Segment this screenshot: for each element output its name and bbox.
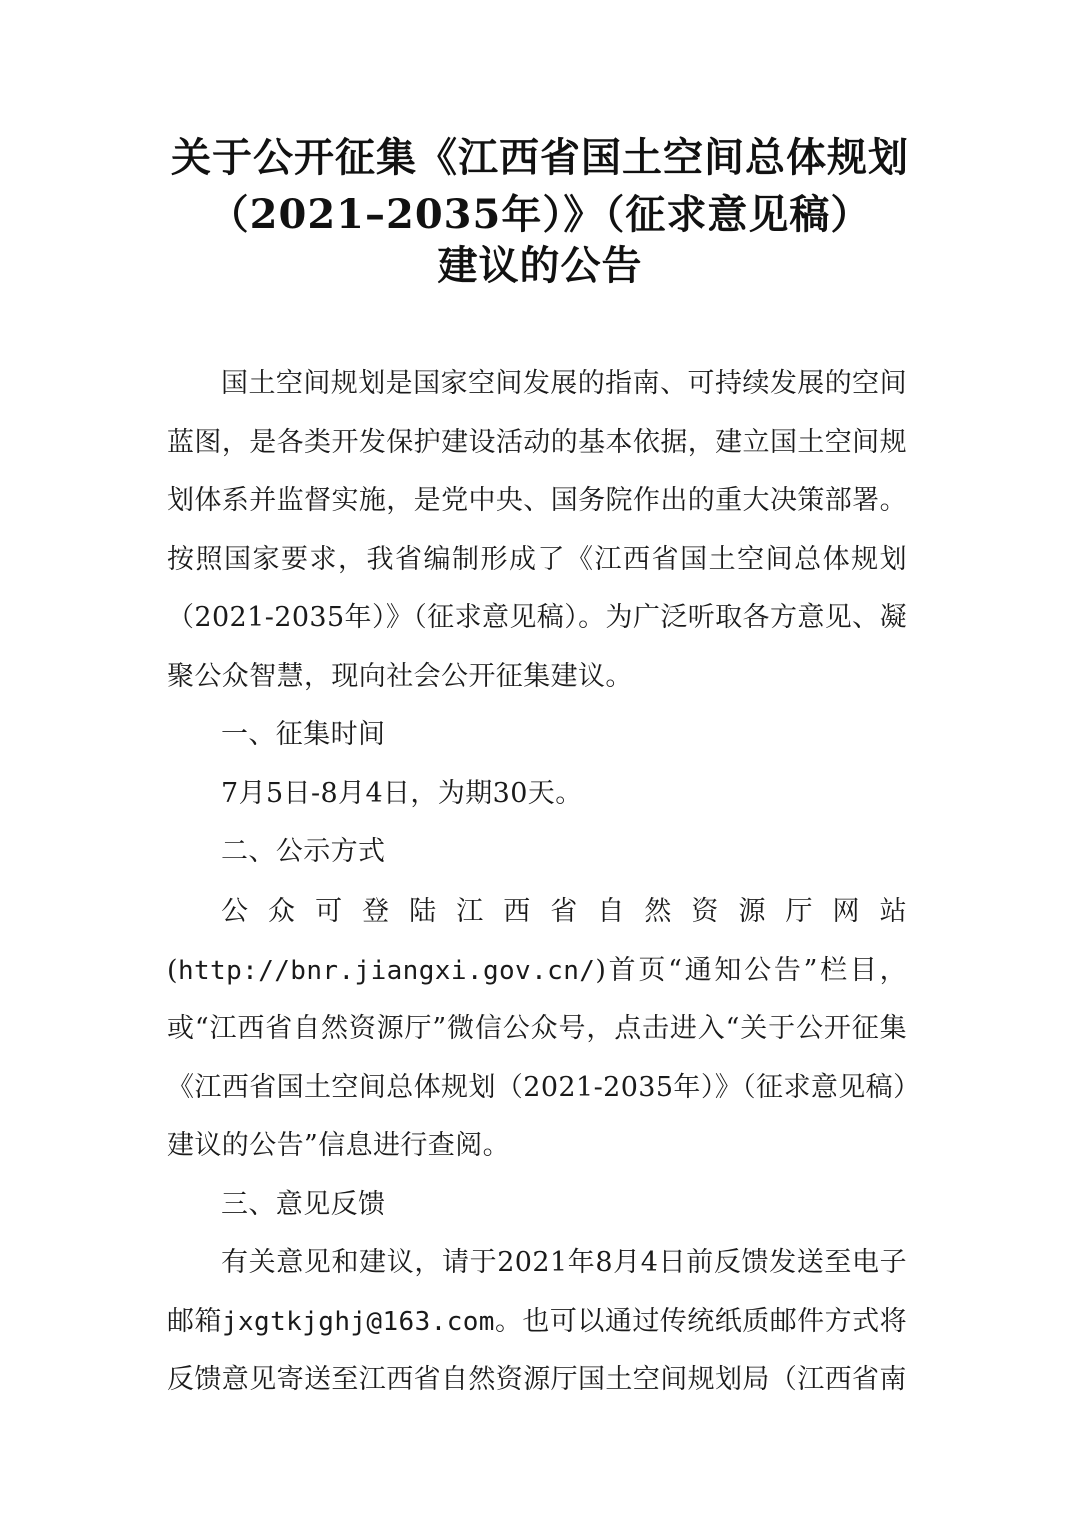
section1-heading: 一、征集时间: [221, 719, 386, 750]
website-link[interactable]: http://bnr.jiangxi.gov.cn/: [177, 955, 596, 986]
document-title-line-1: 关于公开征集《江西省国土空间总体规划: [171, 134, 909, 181]
section2-text-a: 公众可登陆江西省自然资源厅网站(: [167, 896, 907, 986]
section3-heading: 三、意见反馈: [221, 1188, 386, 1220]
section2-paragraph: [167, 883, 907, 1176]
document-title-line-3: 建议的公告: [437, 242, 643, 289]
section2-heading: 二、公示方式: [221, 836, 386, 867]
document-title-line-2: （2021–2035年）》（征求意见稿）: [208, 191, 872, 238]
section2-and-3: [167, 883, 907, 1410]
section3-paragraph: [167, 1234, 907, 1410]
intro-paragraph: 国土空间规划是国家空间发展的指南、可持续发展的空间蓝图，是各类开发保护建设活动的基本依据，建立国土空间规划体系并监督实施，是党中央、国务院作出的重大决策部署。按照国家要求，我省编制形成了《江西省国土空间总体规划（2021-2035年）》（征求意见稿）。为广泛听取各方意见、凝聚公众智慧，现向社会公开征集建议。: [167, 368, 907, 692]
intro-section: [167, 355, 907, 882]
section2-text-b: )首页“通知公告”栏目，或“江西省自然资源厅”微信公众号，点击进入“关于公开征集《江西省国土空间总体规划（2021-2035年）》（征求意见稿）建议的公告”信息进行查阅。: [167, 954, 907, 1161]
section1-text: 7月5日-8月4日，为期30天。: [221, 777, 583, 809]
email-link[interactable]: jxgtkjghj@163.com: [221, 1306, 495, 1337]
section3-text-b: 。也可以通过传统纸质邮件方式将反馈意见寄送至江西省自然资源厅国土空间规划局（江西省南: [167, 1305, 907, 1395]
section3-text-a: 有关意见和建议，请于2021年8月4日前反馈发送至电子邮箱: [167, 1247, 907, 1337]
